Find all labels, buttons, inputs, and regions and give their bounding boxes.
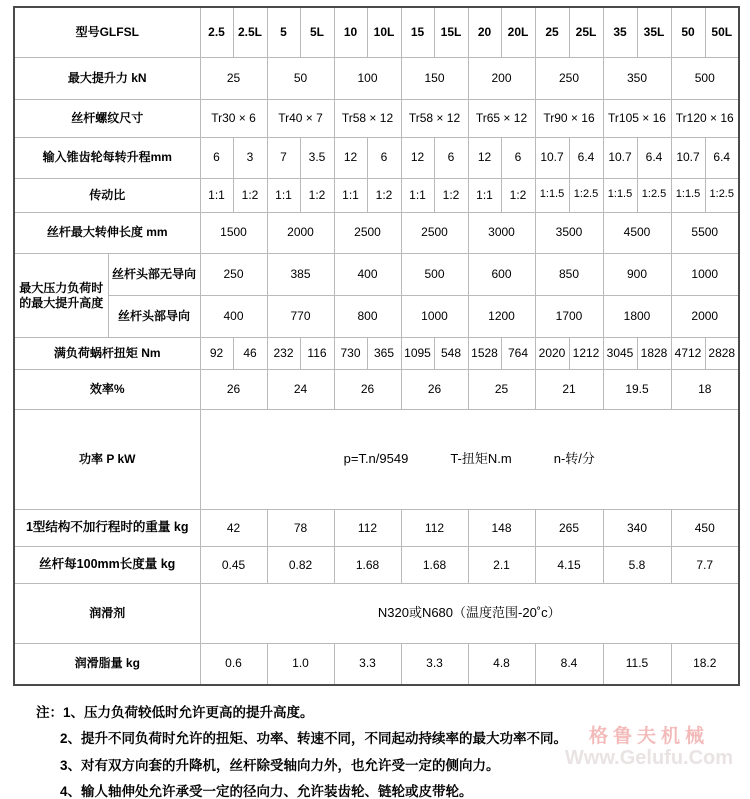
value-cell: 26 [401, 370, 468, 410]
value-cell: 1528 [468, 338, 501, 370]
value-cell: 3 [233, 137, 267, 178]
value-cell: 500 [671, 57, 739, 99]
value-cell: 1:1.5 [603, 178, 637, 212]
value-cell: 10.7 [603, 137, 637, 178]
model-cell: 5L [300, 7, 334, 57]
value-cell: 0.6 [200, 644, 267, 685]
value-cell: 10.7 [535, 137, 569, 178]
value-cell: 730 [334, 338, 367, 370]
value-cell: 150 [401, 57, 468, 99]
value-cell: 1:1 [468, 178, 501, 212]
value-cell: 112 [401, 510, 468, 547]
row-label-screw-thread-size: 丝杆螺纹尺寸 [14, 99, 200, 137]
value-cell: 2000 [267, 212, 334, 254]
note-line: 2、提升不同负荷时允许的扭矩、功率、转速不同，不同起动持续率的最大功率不同。 [60, 731, 568, 746]
value-cell: 1:2.5 [637, 178, 671, 212]
row-label-transmission-ratio: 传动比 [14, 178, 200, 212]
value-cell: 42 [200, 510, 267, 547]
value-cell: 1:2.5 [569, 178, 603, 212]
value-cell: 6 [200, 137, 233, 178]
value-cell: 800 [334, 296, 401, 338]
value-cell: 24 [267, 370, 334, 410]
table-row-grease-quantity [14, 644, 739, 685]
row-label-full-load-worm-torque: 满负荷蜗杆扭矩 Nm [14, 338, 200, 370]
table-row-full-load-worm-torque [14, 338, 739, 370]
value-cell: 2020 [535, 338, 569, 370]
note-line: 3、对有双方向套的升降机，丝杆除受轴向力外，也允许受一定的侧向力。 [60, 757, 500, 773]
model-cell: 35L [637, 7, 671, 57]
lubricant-value: N320或N680（温度范围-20˚c） [200, 584, 739, 644]
value-cell: 6.4 [637, 137, 671, 178]
row-label-power: 功率 P kW [14, 410, 200, 510]
value-cell: 19.5 [603, 370, 671, 410]
row-label-head-with-guide: 丝杆头部导向 [108, 296, 200, 338]
value-cell: 1:1.5 [535, 178, 569, 212]
specification-table [13, 6, 740, 255]
value-cell: 4.15 [535, 547, 603, 584]
value-cell: 2500 [401, 212, 468, 254]
value-cell: 1:2 [300, 178, 334, 212]
value-cell: 6 [434, 137, 468, 178]
value-cell: 21 [535, 370, 603, 410]
value-cell: 365 [367, 338, 401, 370]
model-cell: 10 [334, 7, 367, 57]
watermark-brand: 格鲁夫机械 [588, 726, 709, 748]
value-cell: Tr58 × 12 [334, 99, 401, 137]
value-cell: 0.45 [200, 547, 267, 584]
notes-block [0, 706, 750, 799]
group-label-line2-b: 的最大提升高度 [19, 295, 104, 310]
value-cell: 78 [267, 510, 334, 547]
model-cell: 5 [267, 7, 300, 57]
power-term-torque: T-扭矩N.m [450, 451, 512, 467]
value-cell: 500 [401, 254, 468, 296]
table-row-type1-weight [14, 510, 739, 547]
value-cell: 26 [334, 370, 401, 410]
value-cell: 3.5 [300, 137, 334, 178]
value-cell: 1828 [637, 338, 671, 370]
value-cell: 1:2 [367, 178, 401, 212]
value-cell: 340 [603, 510, 671, 547]
value-cell: 6.4 [705, 137, 739, 178]
value-cell: 1000 [401, 296, 468, 338]
model-cell: 25L [569, 7, 603, 57]
table-row-max-lift-force [14, 57, 739, 99]
value-cell: 232 [267, 338, 300, 370]
table-row-bevel-gear-lift [14, 137, 739, 178]
row-label-head-without-guide: 丝杆头部无导向 [108, 254, 200, 296]
table-body [14, 7, 739, 254]
value-cell: 3045 [603, 338, 637, 370]
value-cell: 1.68 [401, 547, 468, 584]
model-cell: 25 [535, 7, 569, 57]
value-cell: 6.4 [569, 137, 603, 178]
value-cell: 1:2 [233, 178, 267, 212]
value-cell: 5500 [671, 212, 739, 254]
value-cell: 2500 [334, 212, 401, 254]
table-body-continued [14, 254, 739, 685]
value-cell: 200 [468, 57, 535, 99]
value-cell: 6 [367, 137, 401, 178]
value-cell: 25 [200, 57, 267, 99]
value-cell: 92 [200, 338, 233, 370]
value-cell: 1:1 [334, 178, 367, 212]
value-cell: 450 [671, 510, 739, 547]
value-cell: 112 [334, 510, 401, 547]
value-cell: 1.0 [267, 644, 334, 685]
table-row-efficiency [14, 370, 739, 410]
table-row-lubricant [14, 584, 739, 644]
value-cell: 850 [535, 254, 603, 296]
table-row-head-with-guide [14, 296, 739, 338]
value-cell: 12 [401, 137, 434, 178]
value-cell: 4500 [603, 212, 671, 254]
value-cell: 26 [200, 370, 267, 410]
model-cell: 50 [671, 7, 705, 57]
row-label-bevel-gear-lift: 输入锥齿轮每转升程mm [14, 137, 200, 178]
value-cell: 7.7 [671, 547, 739, 584]
value-cell: 116 [300, 338, 334, 370]
value-cell: 18 [671, 370, 739, 410]
row-label-max-lift-force: 最大提升力 kN [14, 57, 200, 99]
value-cell: 3.3 [401, 644, 468, 685]
note-line [36, 706, 750, 720]
value-cell: 11.5 [603, 644, 671, 685]
table-row-head-without-guide-values [14, 254, 739, 296]
table-row-model [14, 7, 739, 57]
row-label-type1-weight: 1型结构不加行程时的重量 kg [14, 510, 200, 547]
value-cell: 4712 [671, 338, 705, 370]
group-label-line1-b: 最大压力负荷时 [19, 280, 104, 295]
value-cell: 764 [501, 338, 535, 370]
specification-table-continued [13, 253, 740, 686]
value-cell: 6 [501, 137, 535, 178]
value-cell: 1212 [569, 338, 603, 370]
row-label-max-lift-height-group-2 [14, 254, 108, 338]
table-row-screw-weight-per-100mm [14, 547, 739, 584]
model-cell: 10L [367, 7, 401, 57]
value-cell: Tr105 × 16 [603, 99, 671, 137]
value-cell: 1800 [603, 296, 671, 338]
table-row-power [14, 410, 739, 510]
value-cell: 1700 [535, 296, 603, 338]
value-cell: 1:1 [267, 178, 300, 212]
value-cell: 1:2.5 [705, 178, 739, 212]
value-cell: 1:1 [401, 178, 434, 212]
value-cell: Tr30 × 6 [200, 99, 267, 137]
value-cell: 8.4 [535, 644, 603, 685]
row-label-screw-weight-per-100mm: 丝杆每100mm长度量 kg [14, 547, 200, 584]
value-cell: 250 [200, 254, 267, 296]
value-cell: 1200 [468, 296, 535, 338]
value-cell: 3500 [535, 212, 603, 254]
model-cell: 50L [705, 7, 739, 57]
value-cell: 2828 [705, 338, 739, 370]
value-cell: 600 [468, 254, 535, 296]
value-cell: 250 [535, 57, 603, 99]
table-row-screw-thread-size [14, 99, 739, 137]
power-term-speed: n-转/分 [553, 451, 595, 467]
value-cell: 12 [468, 137, 501, 178]
value-cell: 4.8 [468, 644, 535, 685]
row-label-efficiency: 效率% [14, 370, 200, 410]
value-cell: 1:1 [200, 178, 233, 212]
value-cell: 400 [334, 254, 401, 296]
value-cell: Tr120 × 16 [671, 99, 739, 137]
notes-prefix: 注： [36, 704, 63, 720]
model-cell: 15L [434, 7, 468, 57]
table-row-transmission-ratio [14, 178, 739, 212]
value-cell: 400 [200, 296, 267, 338]
value-cell: 548 [434, 338, 468, 370]
value-cell: 12 [334, 137, 367, 178]
spec-sheet [0, 6, 750, 799]
watermark-url: Www.Gelufu.Com [564, 747, 734, 769]
model-cell: 20L [501, 7, 535, 57]
value-cell: 1500 [200, 212, 267, 254]
model-cell: 2.5L [233, 7, 267, 57]
value-cell: 18.2 [671, 644, 739, 685]
value-cell: 2000 [671, 296, 739, 338]
power-formula-cell [200, 410, 739, 510]
power-formula: p=T.n/9549 [343, 451, 409, 467]
value-cell: 1:2 [501, 178, 535, 212]
value-cell: 265 [535, 510, 603, 547]
note-line: 4、输人轴伸处允许承受一定的径向力、允许装齿轮、链轮或皮带轮。 [60, 784, 473, 799]
value-cell: 7 [267, 137, 300, 178]
value-cell: 1:1.5 [671, 178, 705, 212]
table-row-screw-max-extension [14, 212, 739, 254]
value-cell: 0.82 [267, 547, 334, 584]
value-cell: 3.3 [334, 644, 401, 685]
value-cell: 1:2 [434, 178, 468, 212]
model-cell: 15 [401, 7, 434, 57]
value-cell: Tr40 × 7 [267, 99, 334, 137]
value-cell: 1095 [401, 338, 434, 370]
model-cell: 35 [603, 7, 637, 57]
value-cell: 900 [603, 254, 671, 296]
value-cell: 50 [267, 57, 334, 99]
value-cell: 1000 [671, 254, 739, 296]
value-cell: 3000 [468, 212, 535, 254]
value-cell: 10.7 [671, 137, 705, 178]
value-cell: Tr58 × 12 [401, 99, 468, 137]
value-cell: 385 [267, 254, 334, 296]
value-cell: 148 [468, 510, 535, 547]
row-label-lubricant: 润滑剂 [14, 584, 200, 644]
model-cell: 2.5 [200, 7, 233, 57]
value-cell: 46 [233, 338, 267, 370]
note-text: 1、压力负荷较低时允许更高的提升高度。 [63, 704, 314, 720]
row-label-model: 型号GLFSL [14, 7, 200, 57]
value-cell: Tr90 × 16 [535, 99, 603, 137]
value-cell: 25 [468, 370, 535, 410]
model-cell: 20 [468, 7, 501, 57]
value-cell: 1.68 [334, 547, 401, 584]
row-label-screw-max-extension: 丝杆最大转伸长度 mm [14, 212, 200, 254]
value-cell: 350 [603, 57, 671, 99]
value-cell: 100 [334, 57, 401, 99]
value-cell: 5.8 [603, 547, 671, 584]
value-cell: 2.1 [468, 547, 535, 584]
row-label-grease-quantity: 润滑脂量 kg [14, 644, 200, 685]
value-cell: 770 [267, 296, 334, 338]
value-cell: Tr65 × 12 [468, 99, 535, 137]
